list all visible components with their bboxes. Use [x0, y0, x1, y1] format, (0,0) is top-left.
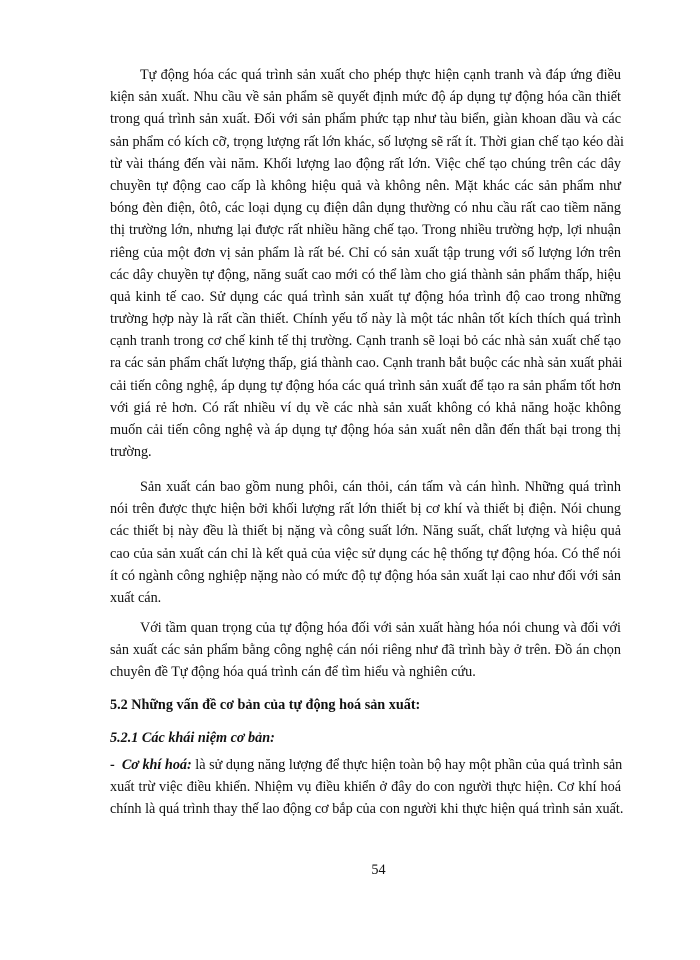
text-line: trường.: [110, 444, 152, 461]
text-line: Tự động hóa các quá trình sản xuất cho phép thực hiện cạnh tranh và đáp ứng điều: [140, 67, 621, 83]
definition-text: là sử dụng năng lượng để thực hiện toàn bộ hay một phần của quá trình sản: [195, 757, 623, 773]
text-line: riêng của một đơn vị sản phẩm là rất bé. Chỉ có sản xuất tập trung với số lượng lớn trên: [110, 244, 621, 261]
text-line: các thiết bị này đều là thiết bị nặng và công suất lớn. Năng suất, chất lượng và hiệu quả: [110, 523, 621, 540]
text-line: cao của sản xuất cán chỉ là kết quả của việc sử dụng các hệ thống tự động hóa. Có thể nói: [110, 545, 621, 562]
text-line: ít có ngành công nghiệp nặng nào có mức độ tự động hóa sản xuất lại cao như đối với sản: [110, 567, 621, 584]
text-line: chuyền tự động cao cấp là không hiệu quả và không nên. Mặt khác các sản phẩm như: [110, 177, 621, 194]
text-line: bóng đèn điện, ôtô, các loại dụng cụ điện dân dụng thường có nhu cầu rất cao tiềm năng: [110, 200, 621, 217]
text-line: trong quá trình sản xuất. Đối với sản phẩm phức tạp như tàu biển, giàn khoan dầu và các: [110, 111, 621, 128]
section-heading: 5.2 Những vấn đề cơ bản của tự động hoá sản xuất:: [110, 697, 421, 713]
paragraph-project-topic: [110, 617, 621, 684]
text-line: sản phẩm có kích cỡ, trọng lượng rất lớn khác, số lượng sẽ rất ít. Thời gian chế tạo kéo dài: [110, 133, 624, 150]
subsection-heading: 5.2.1 Các khái niệm cơ bản:: [110, 730, 275, 746]
text-line: ra các sản phẩm chất lượng thấp, giá thành cao. Cạnh tranh bắt buộc các nhà sản xuất phải: [110, 355, 623, 372]
text-line: chính là quá trình thay thế lao động cơ bắp của con người khi thực hiện quá trình sản xuất.: [110, 801, 624, 818]
text-line: thị trường lớn, nhưng lại được rất nhiều hãng chế tạo. Trong nhiều trường hợp, lợi nhuận: [110, 222, 621, 239]
text-line: chuyên đề Tự động hóa quá trình cán để tìm hiểu và nghiên cứu.: [110, 664, 476, 681]
paragraph-rolling-production: [110, 476, 621, 609]
definition-first-line: [110, 754, 621, 776]
paragraph-automation-intro: [110, 64, 624, 463]
text-line: Với tầm quan trọng của tự động hóa đối với sản xuất hàng hóa nói chung và đối với: [140, 620, 621, 636]
definition-mechanization: [110, 754, 624, 821]
text-line: cải tiến công nghệ, áp dụng tự động hóa các quá trình sản xuất để tạo ra sản phẩm tốt hơn: [110, 377, 621, 394]
text-line: muốn cải tiến công nghệ và áp dụng tự động hóa sản xuất nên dẫn đến thất bại trong thị: [110, 422, 621, 438]
page-number: 54: [371, 862, 386, 878]
text-line: xuất cán.: [110, 589, 162, 606]
text-line: kiện sản xuất. Nhu cầu về sản phẩm sẽ quyết định mức độ áp dụng tự động hóa cần thiết: [110, 89, 621, 106]
text-line: sản xuất các sản phẩm bằng công nghệ cán nói riêng như đã trình bày ở trên. Đồ án chọn: [110, 642, 621, 659]
text-line: từ vài tháng đến vài năm. Khối lượng lao động rất lớn. Việc chế tạo chúng trên các dây: [110, 155, 621, 172]
text-line: nói trên được thực hiện bởi khối lượng rất lớn thiết bị cơ khí và thiết bị điện. Nói chung: [110, 501, 621, 518]
text-line: quả kinh tế cao. Sử dụng các quá trình sản xuất tự động hóa trình độ cao trong những: [110, 288, 621, 305]
text-line: với giá rẻ hơn. Có rất nhiều ví dụ về các nhà sản xuất không có khả năng hoặc không: [110, 399, 621, 416]
text-line: các dây chuyền tự động, năng suất cao mới có thể làm cho giá thành sản phẩm thấp, hiệu: [110, 266, 621, 283]
text-line: trường hợp này là rất cần thiết. Chính yếu tố này là một tác nhân tốt kích thích quá trình: [110, 311, 621, 328]
text-line: xuất trừ việc điều khiển. Nhiệm vụ điều khiển ở đây do con người thực hiện. Cơ khí hoá: [110, 779, 621, 796]
text-line: Sản xuất cán bao gồm nung phôi, cán thỏi, cán tấm và cán hình. Những quá trình: [140, 479, 621, 495]
definition-term: Cơ khí hoá:: [121, 757, 192, 773]
text-line: cạnh tranh trong cơ chế kinh tế thị trường. Cạnh tranh sẽ loại bỏ các nhà sản xuất chế tạo: [110, 333, 621, 350]
bullet-dash: -: [110, 757, 115, 773]
